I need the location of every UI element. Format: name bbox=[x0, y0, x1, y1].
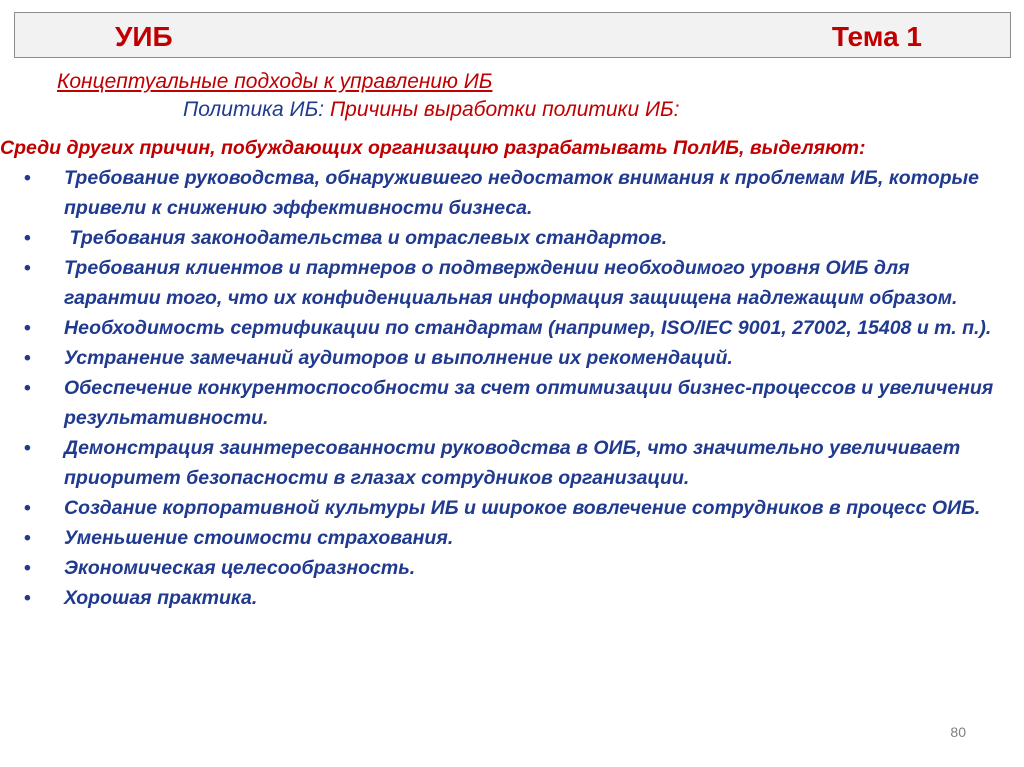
list-item: • Требования законодательства и отраслевых стандартов. bbox=[0, 223, 1000, 253]
header-bar bbox=[14, 12, 1011, 58]
list-item: • Уменьшение стоимости страхования. bbox=[0, 523, 1000, 553]
list-item: • Требования клиентов и партнеров о подтверждении необходимого уровня ОИБ для гарантии того, что их конфиденциальная информация защищена надлежащим образом. bbox=[0, 253, 1000, 313]
list-item: • Создание корпоративной культуры ИБ и широкое вовлечение сотрудников в процесс ОИБ. bbox=[0, 493, 1000, 523]
course-label: УИБ bbox=[115, 21, 173, 52]
bullet-icon: • bbox=[24, 167, 31, 189]
section-subtitle: Концептуальные подходы к управлению ИБ bbox=[57, 70, 493, 93]
list-item: • Экономическая целесообразность. bbox=[0, 553, 1000, 583]
bullet-icon: • bbox=[24, 557, 31, 579]
page-number: 80 bbox=[950, 724, 966, 740]
list-item: • Хорошая практика. bbox=[0, 583, 1000, 613]
bullet-icon: • bbox=[24, 317, 31, 339]
intro-text: Среди других причин, побуждающих организацию разрабатывать ПолИБ, выделяют: bbox=[0, 137, 866, 159]
list-item: • Обеспечение конкурентоспособности за счет оптимизации бизнес-процессов и увеличения результативности. bbox=[0, 373, 1000, 433]
list-item: • Демонстрация заинтересованности руководства в ОИБ, что значительно увеличивает приоритет безопасности в глазах сотрудников организации. bbox=[0, 433, 1000, 493]
bullet-icon: • bbox=[24, 257, 31, 279]
slide-content bbox=[0, 133, 1000, 613]
bullet-icon: • bbox=[24, 587, 31, 609]
bullet-icon: • bbox=[24, 377, 31, 399]
bullet-icon: • bbox=[24, 227, 31, 249]
bullet-icon: • bbox=[24, 347, 31, 369]
bullet-icon: • bbox=[24, 497, 31, 519]
list-item: • Устранение замечаний аудиторов и выполнение их рекомендаций. bbox=[0, 343, 1000, 373]
slide-title bbox=[183, 98, 680, 122]
bullet-icon: • bbox=[24, 437, 31, 459]
title-part1: Политика ИБ: bbox=[183, 98, 325, 121]
list-item: • Необходимость сертификации по стандартам (например, ISO/IEC 9001, 27002, 15408 и т. п.). bbox=[0, 313, 1000, 343]
topic-label: Тема 1 bbox=[831, 21, 922, 52]
reasons-list bbox=[0, 163, 1000, 613]
title-part2: Причины выработки политики ИБ: bbox=[329, 98, 680, 121]
list-item: • Требование руководства, обнаружившего недостаток внимания к проблемам ИБ, которые привели к снижению эффективности бизнеса. bbox=[0, 163, 1000, 223]
bullet-icon: • bbox=[24, 527, 31, 549]
